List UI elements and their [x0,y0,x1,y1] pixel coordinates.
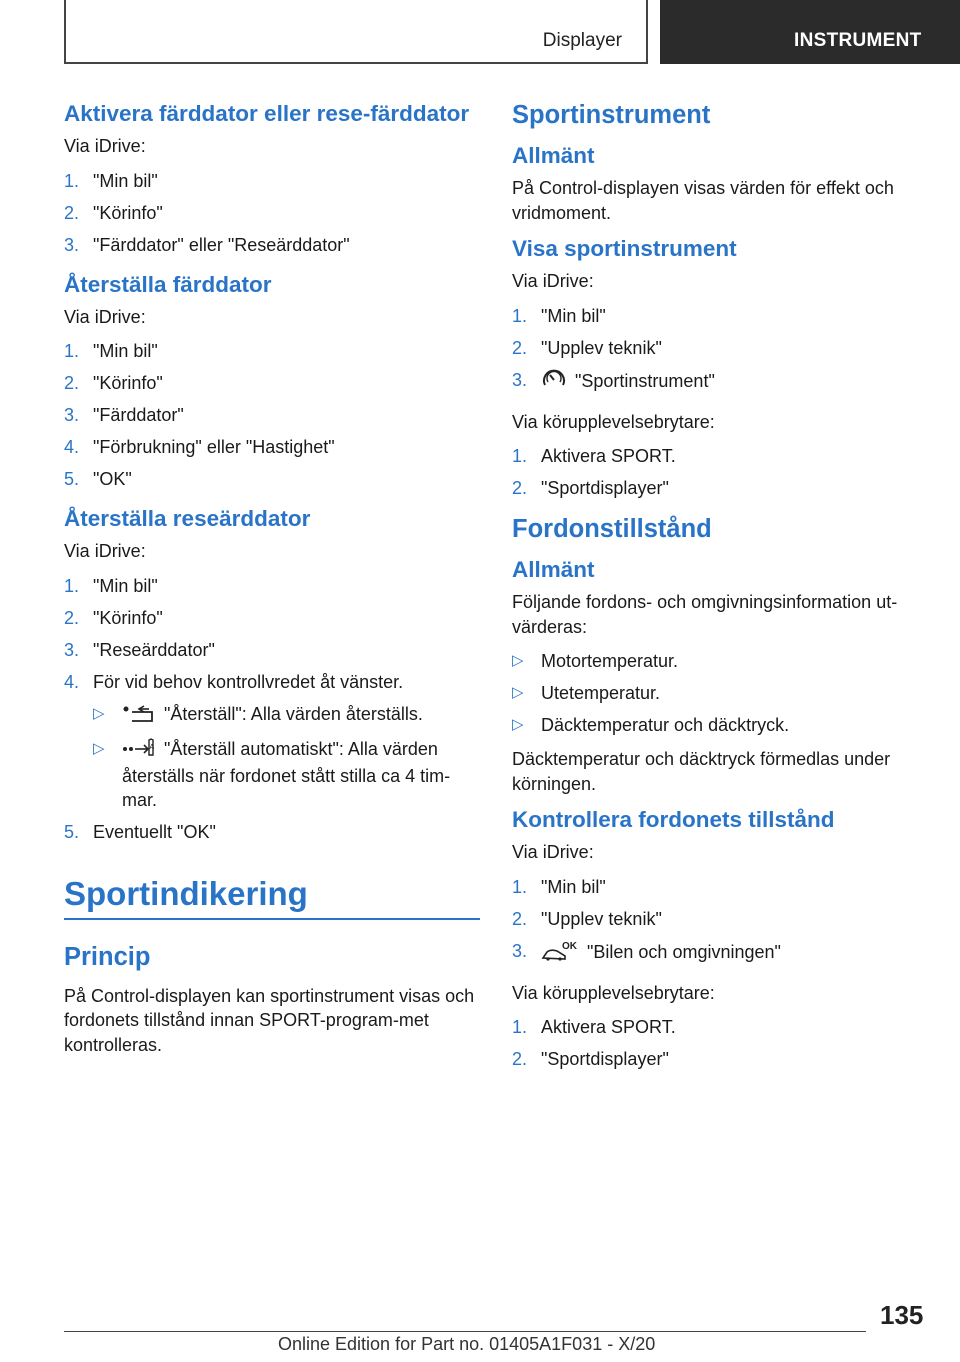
list-item: 2. "Upplev teknik" [512,908,662,929]
heading-aterstalla-farddator: Återställa färddator [64,271,272,297]
steps-aterstalla-farddator [64,339,480,491]
allmant-text: På Control-displayen visas värden för effekt och vridmoment. [512,178,894,223]
list-item: 1. "Min bil" [64,170,158,191]
via-idrive: Via iDrive: [64,541,146,561]
gauge-icon [541,368,567,396]
heading-sportindikering: Sportindikering [64,874,480,920]
list-item: 1. "Min bil" [64,341,158,361]
bullets-information [512,649,928,737]
left-column [64,100,480,1067]
page-number: 135 [880,1300,924,1330]
heading-aterstalla-resefarddator: Återställa reseärddator [64,506,311,531]
via-idrive: Via iDrive: [512,842,594,862]
section-title: Displayer [542,30,622,51]
list-item: 2. "Körinfo" [64,202,163,223]
via-korupplevelsebrytare: Via körupplevelsebrytare: [512,982,715,1003]
heading-kontrollera-tillstand: Kontrollera fordonets tillstånd [512,807,835,832]
bullet-triangle-icon: ▷ [512,652,524,669]
list-item: 1. Aktivera SPORT. [512,1017,676,1037]
list-item: ▷ Utetemperatur. [512,683,661,703]
list-item: 4. "Förbrukning" eller "Hastighet" [64,437,335,457]
steps-visa-sportinstrument [512,304,928,396]
svg-text:A: A [149,743,155,751]
steps-korupplevelse-2 [512,1015,928,1071]
list-item: ▷ "Återställ": Alla värden återställs. [93,702,480,729]
steps-kontrollera [512,875,928,967]
via-korupplevelsebrytare: Via körupplevelsebrytare: [512,411,715,432]
list-item: 3. "Reseärddator" [64,639,215,660]
chapter-tab: INSTRUMENT [660,0,960,64]
steps-aterstalla-resefarddator [64,574,480,844]
list-item: 2. "Sportdisplayer" [512,1049,669,1069]
princip-text: På Control-displayen kan sportinstrument visas och fordonets tillstånd innan SPORT-program-met kontrolleras. [64,985,475,1055]
list-item: 2. "Upplev teknik" [512,337,662,358]
heading-allmant: Allmänt [512,557,595,582]
allmant-text: Följande fordons- och omgivningsinformation ut-värderas: [512,592,898,637]
svg-text:OK: OK [562,940,577,952]
steps-aktivera [64,169,480,257]
list-item: 3. OK "Bilen och omgivningen" [512,939,928,967]
heading-fordonstillstand: Fordonstillstånd [512,515,712,543]
reset-icon [122,705,156,729]
heading-princip: Princip [64,942,151,971]
list-item: 1. "Min bil" [64,575,158,596]
heading-allmant: Allmänt [512,143,595,168]
auto-reset-icon [122,738,156,764]
steps-korupplevelse-1 [512,444,928,500]
dack-text: Däcktemperatur och däcktryck förmedlas under körningen. [512,749,891,794]
list-item: 1. "Min bil" [512,305,606,326]
via-idrive: Via iDrive: [64,306,146,327]
bullet-triangle-icon: ▷ [93,739,105,757]
list-item: 4. För vid behov kontrollvredet åt vänster. ▷ "Återställ": Alla värden återställs. ▷ A "Återställ automatiskt": Alla värden återställs när fordonet stått stilla ca 4 tim-mar. [64,670,480,812]
heading-aktivera-farddator: Aktivera färddator eller rese-färddator [64,101,470,126]
list-item: 1. Aktivera SPORT. [512,446,676,466]
car-ok-icon [541,939,579,967]
via-idrive: Via iDrive: [512,271,594,291]
list-item: 2. "Körinfo" [64,373,163,393]
footer-edition: Online Edition for Part no. 01405A1F031 - X/20 [278,1334,656,1354]
list-item: 5. Eventuellt "OK" [64,821,216,842]
list-item: 2. "Körinfo" [64,607,163,628]
via-idrive: Via iDrive: [64,136,146,156]
list-item: ▷ A "Återställ automatiskt": Alla värden återställs när fordonet stått stilla ca 4 tim-mar. [93,738,451,810]
list-item: 3. "Sportinstrument" [512,368,928,396]
list-item: ▷ Däcktemperatur och däcktryck. [512,715,790,735]
bullet-triangle-icon: ▷ [93,704,105,722]
right-column [512,100,928,1085]
bullet-triangle-icon: ▷ [512,716,524,733]
header-frame [64,0,648,64]
sub-options [93,702,480,812]
list-item: 3. "Färddator" eller "Reseärddator" [64,234,350,255]
list-item: 2. "Sportdisplayer" [512,478,669,498]
heading-visa-sportinstrument: Visa sportinstrument [512,236,737,261]
footer-rule [64,1331,866,1332]
list-item: 1. "Min bil" [512,876,606,897]
list-item: 5. "OK" [64,469,132,489]
heading-sportinstrument: Sportinstrument [512,101,711,129]
list-item: ▷ Motortemperatur. [512,651,679,671]
list-item: 3. "Färddator" [64,405,184,425]
bullet-triangle-icon: ▷ [512,684,524,701]
